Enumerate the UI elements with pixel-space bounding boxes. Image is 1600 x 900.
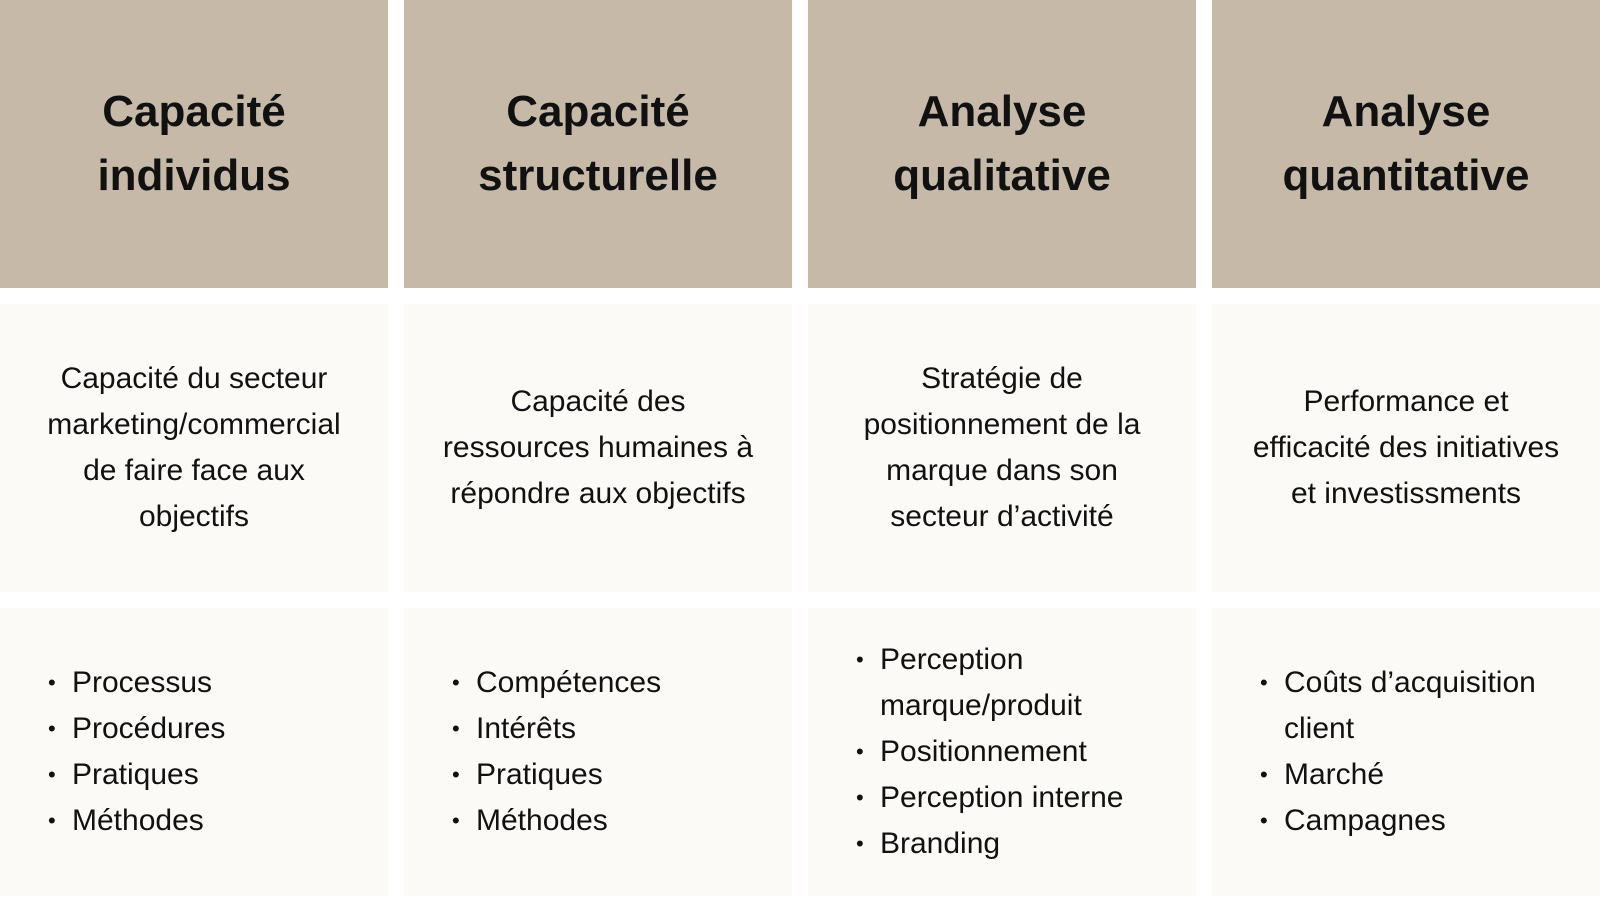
- list-item-text: Campagnes: [1284, 804, 1446, 837]
- list-item: [72, 706, 225, 752]
- list-item: [880, 775, 1124, 821]
- description-line: Performance et: [1303, 385, 1509, 418]
- column-header-2: [404, 0, 792, 288]
- list-item-text: client: [1284, 712, 1355, 745]
- list-item-text: Pratiques: [72, 758, 199, 791]
- header-line: Capacité: [102, 87, 286, 136]
- list-item: [72, 798, 225, 844]
- list-item-text: Branding: [880, 827, 1001, 860]
- description-line: marque dans son: [886, 454, 1118, 487]
- list-item-text: Marché: [1284, 758, 1385, 791]
- column-header-4: [1212, 0, 1600, 288]
- column-description-2: [404, 304, 792, 592]
- list-item-text: Perception interne: [880, 781, 1124, 814]
- description-line: Capacité des: [510, 385, 686, 418]
- description-line: de faire face aux: [83, 454, 305, 487]
- list-item: [1284, 798, 1536, 844]
- list-item: [476, 752, 661, 798]
- column-bullets-2: [404, 608, 792, 896]
- description-line: objectifs: [138, 500, 250, 533]
- header-line: structurelle: [478, 151, 718, 200]
- header-line: Analyse: [1321, 87, 1491, 136]
- description-line: et investissments: [1290, 477, 1522, 510]
- column-description-1: [0, 304, 388, 592]
- list-item: [1284, 660, 1536, 752]
- description-line: Stratégie de: [921, 362, 1083, 395]
- header-line: qualitative: [893, 151, 1111, 200]
- header-line: Capacité: [506, 87, 690, 136]
- header-line: Analyse: [917, 87, 1087, 136]
- list-item: [476, 706, 661, 752]
- description-line: répondre aux objectifs: [450, 477, 746, 510]
- list-item-text: Perception: [880, 643, 1024, 676]
- list-item-text: Méthodes: [476, 804, 608, 837]
- list-item-text: Compétences: [476, 666, 662, 699]
- list-item-text: marque/produit: [880, 689, 1082, 722]
- column-bullets-4: [1212, 608, 1600, 896]
- list-item: [72, 752, 225, 798]
- description-line: Capacité du secteur: [60, 362, 328, 395]
- header-line: quantitative: [1282, 151, 1530, 200]
- header-line: individus: [97, 151, 291, 200]
- list-item: [880, 821, 1124, 867]
- list-item-text: Coûts d’acquisition: [1284, 666, 1536, 699]
- column-bullets-1: [0, 608, 388, 896]
- list-item: [1284, 752, 1536, 798]
- column-header-1: [0, 0, 388, 288]
- column-bullets-3: [808, 608, 1196, 896]
- description-line: efficacité des initiatives: [1252, 431, 1560, 464]
- list-item-text: Intérêts: [476, 712, 577, 745]
- bullet-list: [808, 637, 1124, 867]
- list-item-text: Procédures: [72, 712, 226, 745]
- list-item-text: Pratiques: [476, 758, 603, 791]
- bullet-list: [1212, 660, 1536, 844]
- column-header-3: [808, 0, 1196, 288]
- list-item: [476, 660, 661, 706]
- list-item-text: Méthodes: [72, 804, 204, 837]
- bullet-list: [0, 660, 225, 844]
- description-line: marketing/commercial: [47, 408, 341, 441]
- list-item: [880, 729, 1124, 775]
- bullet-list: [404, 660, 661, 844]
- list-item-text: Positionnement: [880, 735, 1087, 768]
- column-description-3: [808, 304, 1196, 592]
- description-line: ressources humaines à: [442, 431, 754, 464]
- list-item-text: Processus: [72, 666, 213, 699]
- description-line: secteur d’activité: [890, 500, 1114, 533]
- list-item: [72, 660, 225, 706]
- list-item: [476, 798, 661, 844]
- column-description-4: [1212, 304, 1600, 592]
- description-line: positionnement de la: [863, 408, 1141, 441]
- list-item: [880, 637, 1124, 729]
